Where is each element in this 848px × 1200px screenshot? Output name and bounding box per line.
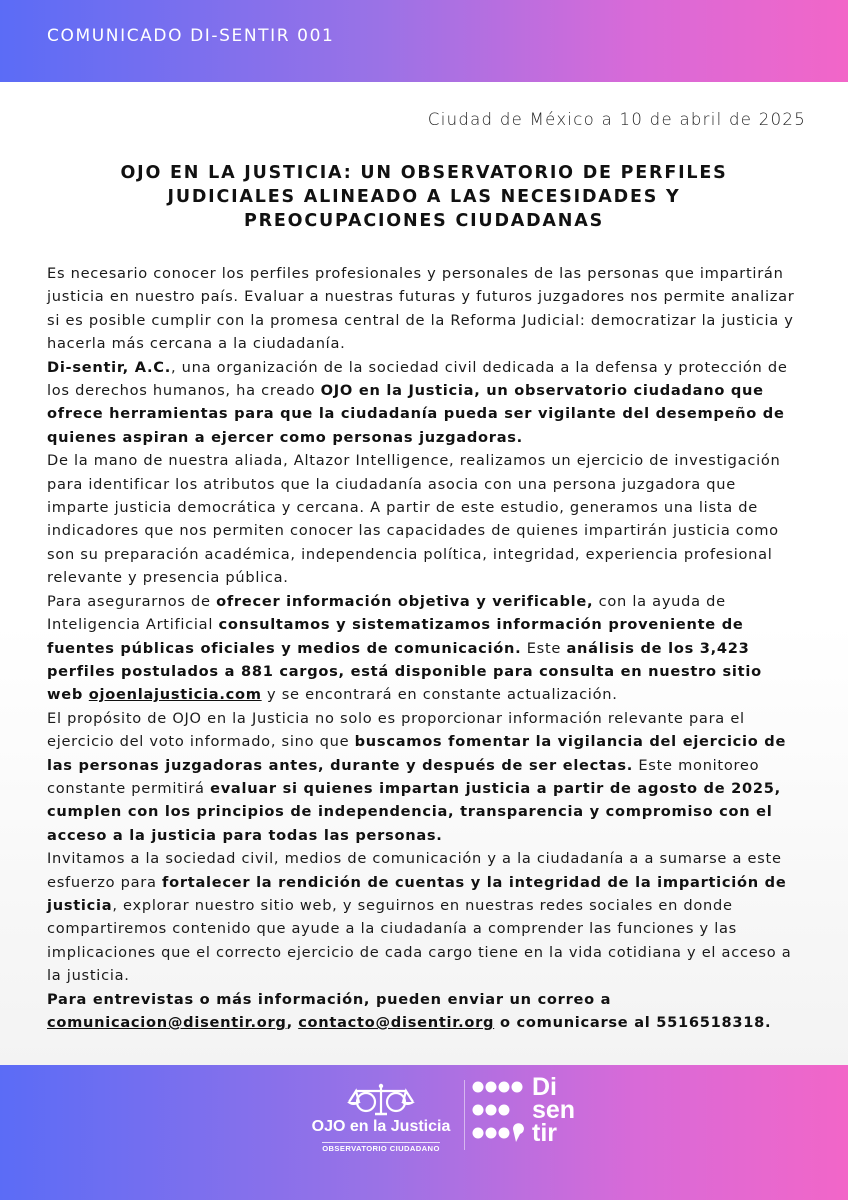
paragraph-research [47,449,803,589]
header-label: COMUNICADO DI-SENTIR 001 [47,26,335,46]
paragraph-emphasis: ofrecer información objetiva y verificable, [216,592,594,610]
paragraph-text: El propósito de OJO en la Justicia no solo es proporcionar información relevante para el ejercicio del voto informado, sino que [47,709,745,751]
logo-divider [464,1080,465,1150]
disentir-logo-word: Di [532,1073,557,1101]
contact-text: Para entrevistas o más información, pueden enviar un correo a [47,990,612,1008]
paragraph-text: Este monitoreo constante permitirá [47,756,760,797]
paragraph-text: , una organización de la sociedad civil dedicada a la defensa y protección de los derechos humanos, ha creado [47,358,788,400]
paragraph-text: Es necesario conocer los perfiles profesionales y personales de las personas que impartirán justicia en nuestro país. Evaluar a nuestras futuras y futuros juzgadores nos permite analizar si es posible cumplir con la promesa central de la Reforma Judicial: democratizar la justicia y hacerla más cercana a la ciudadanía. [47,265,795,353]
ojo-en-la-justicia-logo [306,1082,456,1162]
title-line: OJO EN LA JUSTICIA: UN OBSERVATORIO DE PERFILES [120,163,728,183]
paragraph-emphasis: análisis de los 3,423 perfiles postulados a 881 cargos, está disponible para consulta en nuestro sitio web [47,639,762,704]
email-link-comunicacion[interactable]: comunicacion@disentir.org [47,1014,287,1031]
paragraph-emphasis: evaluar si quienes impartan justicia a partir de agosto de 2025, cumplen con los principios de independencia, transparencia y compromiso con el acceso a la justicia para todas las personas. [47,779,781,844]
paragraph-text: Para asegurarnos de [47,592,217,610]
paragraph-text: con la ayuda de Inteligencia Artificial [47,592,726,634]
paragraph-method [47,590,803,707]
ojo-logo-name: OJO en la Justicia [311,1118,451,1135]
paragraph-emphasis: buscamos fomentar la vigilancia del ejercicio de las personas juzgadoras antes, durante y después de ser electas. [47,733,787,774]
ojo-logo-subtitle: OBSERVATORIO CIUDADANO [322,1144,440,1153]
contact-text: o comunicarse al 5516518318. [494,1014,772,1031]
header-banner [0,0,848,82]
paragraph-disentir [47,356,803,450]
org-name: Di-sentir, A.C. [47,358,171,376]
document-content [47,262,803,1034]
paragraph-text: De la mano de nuestra aliada, Altazor Intelligence, realizamos un ejercicio de investigación para identificar los atributos que la ciudadanía asocia con una persona juzgadora que imparte justicia democrática y cercana. A partir de este estudio, generamos una lista de indicadores que nos permiten conocer las capacidades de quienes impartirán justicia como son su preparación académica, independencia política, integridad, experiencia profesional relevante y presencia pública. [47,452,781,587]
disentir-logo-word: tir [532,1119,557,1147]
contact-text: , [286,1014,293,1031]
paragraph-intro [47,262,803,356]
paragraph-text: y se encontrará en constante actualización. [261,686,618,704]
paragraph-emphasis: fortalecer la rendición de cuentas y la integridad de la impartición de justicia [47,873,787,914]
paragraph-emphasis: OJO en la Justicia, un observatorio ciudadano que ofrece herramientas para que la ciudadanía pueda ser vigilante del desempeño de quienes aspiran a ejercer como personas juzgadoras. [47,382,785,446]
disentir-logo [470,1075,590,1155]
disentir-logo-word: sen [532,1096,576,1124]
paragraph-emphasis: consultamos y sistematizamos información proveniente de fuentes públicas oficiales y medios de comunicación. [47,616,744,657]
title-line: JUDICIALES ALINEADO A LAS NECESIDADES Y [167,187,681,207]
eyes-scales-icon [344,1082,418,1116]
document-date: Ciudad de México a 10 de abril de 2025 [427,110,806,129]
paragraph-text: Invitamos a la sociedad civil, medios de comunicación y a la ciudadanía a a sumarse a este esfuerzo para [47,850,782,891]
title-line: PREOCUPACIONES CIUDADANAS [244,211,604,231]
document-title [100,161,748,233]
paragraph-purpose [47,707,803,847]
paragraph-text: Este [521,639,567,657]
paragraph-contact [47,988,803,1035]
paragraph-text: , explorar nuestro sitio web, y seguirnos en nuestras redes sociales en donde compartiremos contenido que ayude a la ciudadanía a comprender las funciones y las implicaciones que el correcto ejercicio de cada cargo tiene en la vida cotidiana y el acceso a la justicia. [47,896,792,985]
website-link[interactable]: ojoenlajusticia.com [88,686,262,704]
paragraph-invitation [47,847,803,987]
email-link-contacto[interactable]: contacto@disentir.org [298,1014,495,1031]
dots-icon [470,1077,528,1151]
